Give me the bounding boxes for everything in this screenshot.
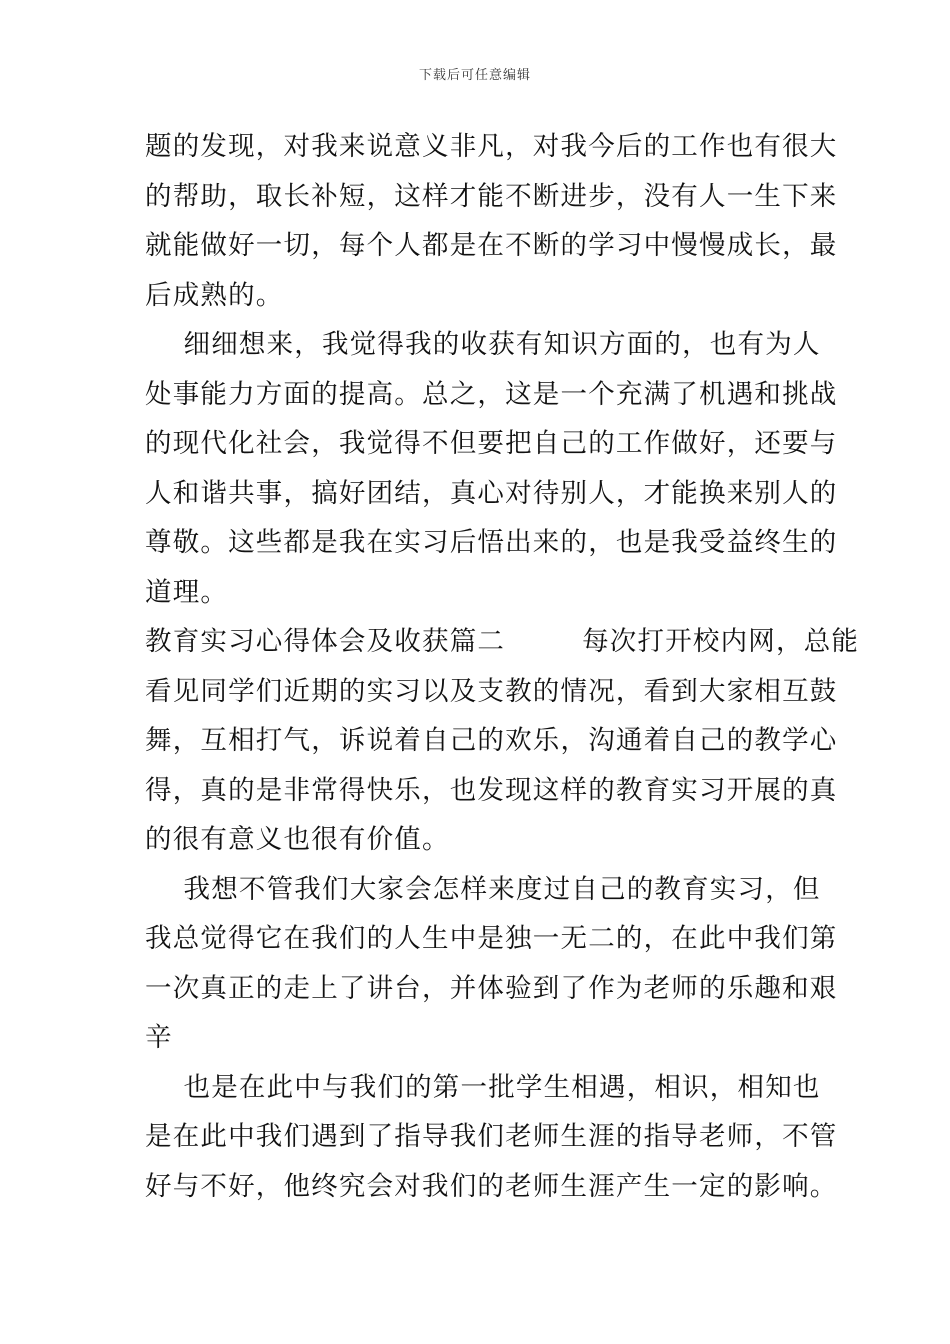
text-line: 处事能力方面的提高。总之，这是一个充满了机遇和挑战 — [145, 378, 838, 410]
text-line: 道理。 — [145, 576, 229, 608]
text-line: 的很有意义也很有价值。 — [145, 824, 450, 855]
text-line: 的帮助，取长补短，这样才能不断进步，没有人一生下来 — [145, 180, 838, 212]
text-line: 后成熟的。 — [145, 279, 284, 311]
text-line: 细细想来，我觉得我的收获有知识方面的，也有为人 — [145, 329, 821, 360]
text-line: 也是在此中与我们的第一批学生相遇，相识，相知也 — [145, 1071, 821, 1103]
text-line: 人和谐共事，搞好团结，真心对待别人，才能换来别人的 — [145, 477, 838, 509]
text-line: 一次真正的走上了讲台，并体验到了作为老师的乐趣和艰 — [145, 972, 838, 1004]
text-line: 是在此中我们遇到了指导我们老师生涯的指导老师，不管 — [145, 1121, 838, 1152]
text-line: 我总觉得它在我们的人生中是独一无二的，在此中我们第 — [145, 923, 838, 954]
page-header: 下载后可任意编辑 — [418, 68, 531, 83]
text-line: 尊敬。这些都是我在实习后悟出来的，也是我受益终生的 — [145, 527, 838, 558]
text-line: 题的发现，对我来说意义非凡，对我今后的工作也有很大 — [145, 131, 838, 162]
text-line: 看见同学们近期的实习以及支教的情况，看到大家相互鼓 — [145, 675, 838, 707]
text-line: 好与不好，他终究会对我们的老师生涯产生一定的影响。 — [145, 1170, 838, 1202]
text-line: 的现代化社会，我觉得不但要把自己的工作做好，还要与 — [145, 428, 838, 459]
text-line: 我想不管我们大家会怎样来度过自己的教育实习，但 — [145, 873, 821, 905]
text-line: 得，真的是非常得快乐，也发现这样的教育实习开展的真 — [145, 774, 838, 806]
text-line: 辛 — [145, 1022, 173, 1053]
section-heading-line: 教育实习心得体会及收获篇二 每次打开校内网，总能 — [145, 626, 860, 657]
text-line: 舞，互相打气，诉说着自己的欢乐，沟通着自己的教学心 — [145, 725, 838, 756]
text-line: 就能做好一切，每个人都是在不断的学习中慢慢成长，最 — [145, 230, 838, 261]
document-body — [145, 122, 860, 1211]
